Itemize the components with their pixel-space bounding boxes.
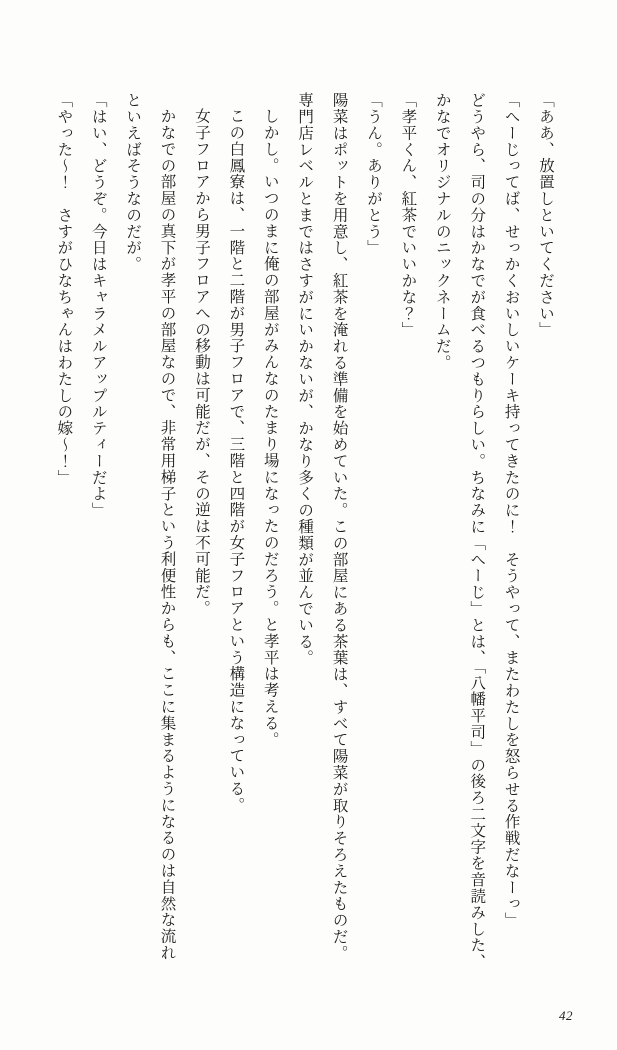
paragraph: 「はい、どうぞ。今日はキャラメルアップルティーだよ」 <box>89 92 107 519</box>
paragraph: この白鳳寮は、一階と二階が男子フロアで、三階と四階が女子フロアという構造になっている。 <box>227 107 245 813</box>
page-number: 42 <box>559 1008 573 1023</box>
paragraph: 「へーじってば、せっかくおいしいケーキ持ってきたのに！ そうやって、またわたしを怒らせる作戦だなーっ」 <box>502 92 520 929</box>
paragraph: 「やった～！ さすがひなちゃんはわたしの嫁～！」 <box>55 92 73 486</box>
paragraph: 女子フロアから男子フロアへの移動は可能だが、その逆は不可能だ。 <box>192 107 210 616</box>
paragraph: 「孝平くん、紅茶でいいかな？」 <box>399 92 417 338</box>
paragraph: 陽菜はポットを用意し、紅茶を淹れる準備を始めていた。この部屋にある茶葉は、すべて陽菜が取りそろえたものだ。 専門店レベルとまではさすがにいかないが、かなり多くの種類が並んでいる。 <box>296 92 348 970</box>
paragraph: しかし。いつのまに俺の部屋がみんなのたまり場になったのだろう。と孝平は考える。 <box>261 107 279 748</box>
paragraph: 「うん。ありがとう」 <box>364 92 382 256</box>
paragraph: かなでの部屋の真下が孝平の部屋なので、非常用梯子という利便性からも、ここに集まるようになるのは自然な流れといえばそうなのだが。 <box>124 92 176 961</box>
page-body-text <box>52 92 562 972</box>
paragraph: 「ああ、放置しといてください」 <box>537 92 554 338</box>
paragraph: どうやら、司の分はかなでが食べるつもりらしい。ちなみに「へーじ」とは、「八幡平司」の後ろ二文字を音読みした、かなでオリジナルのニックネームだ。 <box>433 92 486 970</box>
